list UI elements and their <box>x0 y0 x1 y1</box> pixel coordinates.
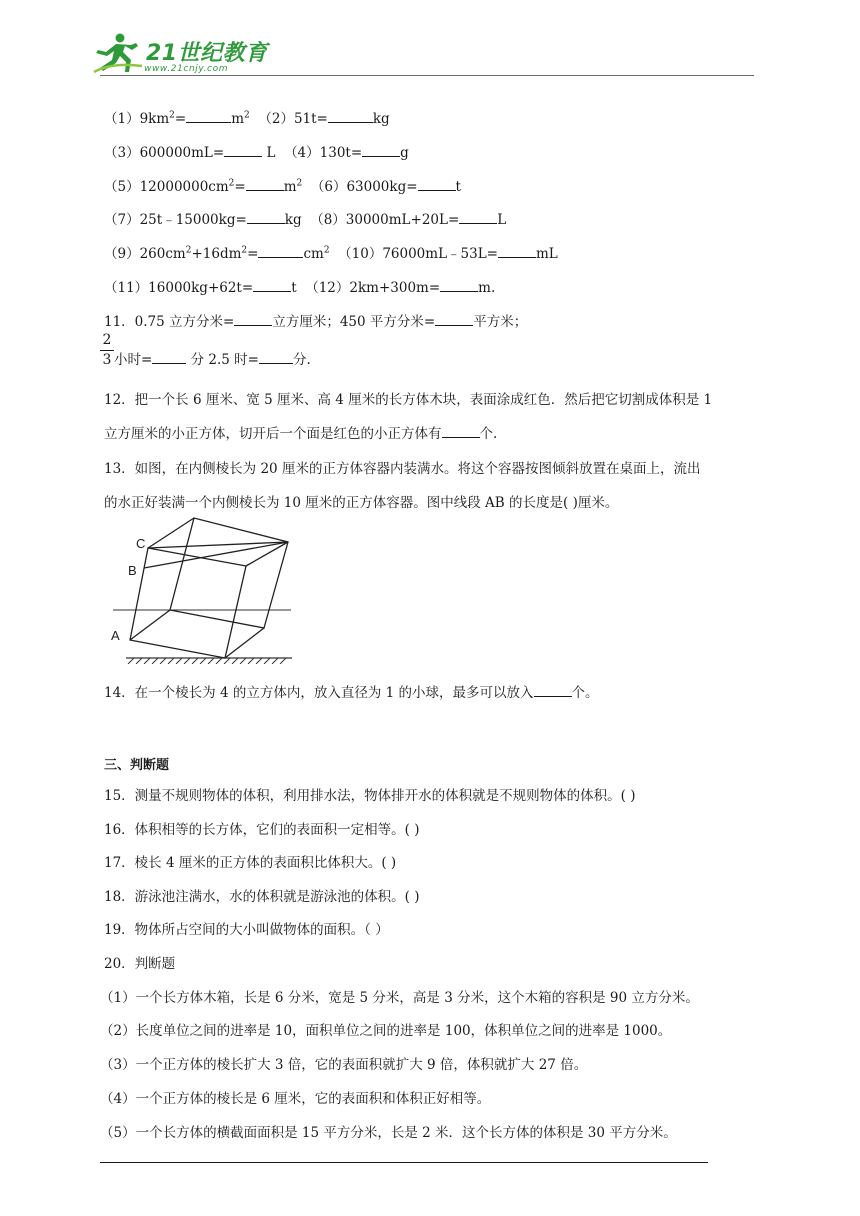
answer-blank[interactable] <box>259 349 293 364</box>
q12-line-1: 12．把一个长 6 厘米、宽 5 厘米、高 4 厘米的长方体木块，表面涂成红色．然后把它切割成体积是 1 <box>104 392 713 408</box>
logo <box>92 32 272 78</box>
q10-line-5: $(9)260cm^2+16dm^2= cm^2$ （10）76000mL﹣53L= mL <box>104 242 558 262</box>
q12-line-2: 立方厘米的小正方体，切开后一个面是红色的小正方体有 个. <box>104 422 497 442</box>
answer-blank[interactable] <box>258 243 303 258</box>
logo-url: www.21cnjy.com <box>144 64 229 74</box>
question-19: 19．物体所占空间的大小叫做物体的面积。（ ） <box>104 922 389 938</box>
header-divider <box>100 75 754 76</box>
q20-item-4: （4）一个正方体的棱长是 6 厘米，它的表面积和体积正好相等。 <box>100 1091 491 1107</box>
question-20: 20．判断题 <box>104 956 176 972</box>
runner-icon <box>92 32 146 74</box>
q13-line-1: 13．如图，在内侧棱长为 20 厘米的正方体容器内装满水。将这个容器按图倾斜放置在桌面上，流出 <box>104 461 701 477</box>
answer-blank[interactable] <box>234 311 272 326</box>
q10-line-6: （11）16000kg+62t= t （12）2km+300m= m. <box>104 276 495 296</box>
q20-item-5: （5）一个长方体的横截面面积是 15 平方分米，长是 2 米．这个长方体的体积是 30 平方分米。 <box>100 1125 677 1141</box>
answer-blank[interactable] <box>435 311 473 326</box>
question-17: 17．棱长 4 厘米的正方体的表面积比体积大。( ) <box>104 855 397 871</box>
label-a: A <box>111 628 120 643</box>
label-c: C <box>136 536 146 551</box>
answer-blank[interactable] <box>362 142 400 157</box>
q11-line-1: 11．0.75 立方分米= 立方厘米；450 平方分米= 平方米； <box>104 310 527 330</box>
q11-line-2: 小时= 分 2.5 时= 分. <box>114 348 311 368</box>
answer-blank[interactable] <box>440 277 478 292</box>
logo-text: 21世纪教育 <box>146 41 268 66</box>
q20-item-2: （2）长度单位之间的进率是 10，面积单位之间的进率是 100，体积单位之间的进率是 1000。 <box>100 1023 672 1039</box>
q10-line-1: $(1)9km^2= m^2$ （2）51t= kg <box>104 107 390 127</box>
q14-line: 14．在一个棱长为 4 的立方体内，放入直径为 1 的小球，最多可以放入 个。 <box>104 681 599 701</box>
q20-item-3: （3）一个正方体的棱长扩大 3 倍，它的表面积就扩大 9 倍，体积就扩大 27 倍。 <box>100 1057 588 1073</box>
label-b: B <box>128 563 137 578</box>
answer-blank[interactable] <box>442 423 480 438</box>
answer-blank[interactable] <box>459 209 497 224</box>
answer-blank[interactable] <box>534 682 572 697</box>
footer-divider <box>100 1162 708 1163</box>
question-18: 18．游泳池注满水，水的体积就是游泳池的体积。( ) <box>104 889 420 905</box>
answer-blank[interactable] <box>152 349 186 364</box>
question-16: 16．体积相等的长方体，它们的表面积一定相等。( ) <box>104 822 420 838</box>
q10-line-3: $(5)12000000cm^2= m^2$ （6）63000kg= t <box>104 175 461 195</box>
tilted-cube-figure <box>108 512 298 664</box>
answer-blank[interactable] <box>253 277 291 292</box>
answer-blank[interactable] <box>498 243 536 258</box>
q20-item-1: （1）一个长方体木箱，长是 6 分米，宽是 5 分米，高是 3 分米，这个木箱的容积是 90 立方分米。 <box>100 990 699 1006</box>
q13-line-2: 的水正好装满一个内侧棱长为 10 厘米的正方体容器。图中线段 AB 的长度是( )厘米。 <box>104 495 619 511</box>
section-title-judge: 三、判断题 <box>104 758 170 773</box>
answer-blank[interactable] <box>186 108 231 123</box>
cube-diagram <box>108 512 298 664</box>
q10-line-2: （3）600000mL= L （4）130t= g <box>104 141 409 161</box>
fraction-two-thirds: 2 3 <box>100 332 114 369</box>
q10-line-4: （7）25t﹣15000kg= kg （8）30000mL+20L= L <box>104 208 506 228</box>
question-15: 15．测量不规则物体的体积，利用排水法，物体排开水的体积就是不规则物体的体积。( ) <box>104 788 636 804</box>
answer-blank[interactable] <box>224 142 262 157</box>
answer-blank[interactable] <box>418 176 456 191</box>
answer-blank[interactable] <box>246 176 284 191</box>
answer-blank[interactable] <box>247 209 285 224</box>
page-header <box>0 0 860 80</box>
answer-blank[interactable] <box>328 108 373 123</box>
